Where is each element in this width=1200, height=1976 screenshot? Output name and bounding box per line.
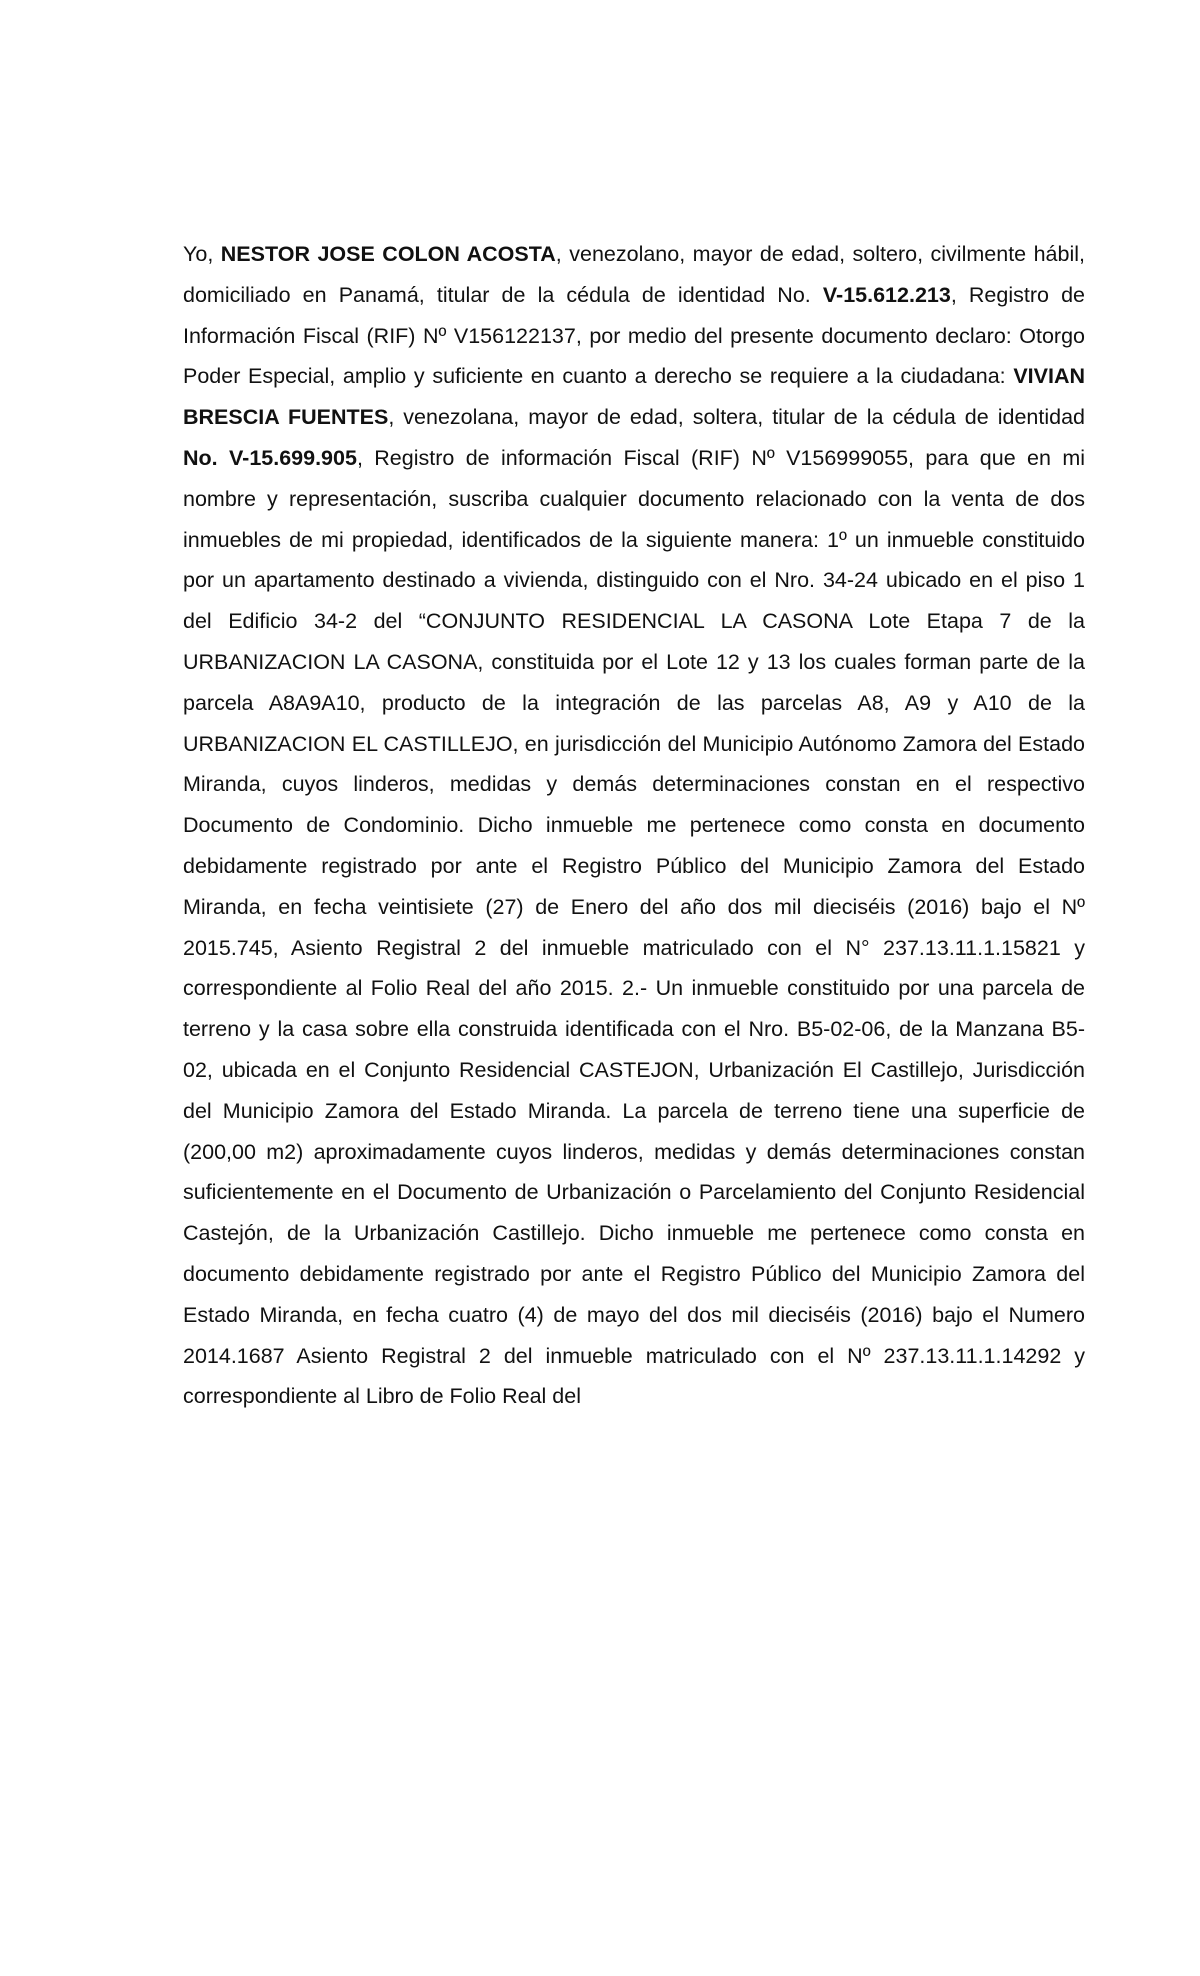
grantor-name: NESTOR JOSE COLON ACOSTA [220, 242, 556, 266]
attorney-id-number: No. V-15.699.905 [183, 445, 357, 470]
text-property-details: , Registro de información Fiscal (RIF) Nº V156999055, para que en mi nombre y representación, suscriba cualquier documento relacionado con la venta de dos inmuebles de mi propiedad, identificados de la siguiente manera: 1º un inmueble constituido por un apartamento destinado a vivienda, distinguido con el Nro. 34-24 ubicado en el piso 1 del Edificio 34-2 del “CONJUNTO RESIDENCIAL LA CASONA Lote Etapa 7 de la URBANIZACION LA CASONA, constituida por el Lote 12 y 13 los cuales forman parte de la parcela A8A9A10, producto de la integración de las parcelas A8, A9 y A10 de la URBANIZACION EL CASTILLEJO, en jurisdicción del Municipio Autónomo Zamora del Estado Miranda, cuyos linderos, medidas y demás determinaciones constan en el respectivo Documento de Condominio. Dicho inmueble me pertenece como consta en documento debidamente registrado por ante el Registro Público del Municipio Zamora del Estado Miranda, en fecha veintisiete (27) de Enero del año dos mil dieciséis (2016) bajo el Nº 2015.745, Asiento Registral 2 del inmueble matriculado con el N° 237.13.11.1.15821 y correspondiente al Folio Real del año 2015. 2.- Un inmueble constituido por una parcela de terreno y la casa sobre ella construida identificada con el Nro. B5-02-06, de la Manzana B5-02, ubicada en el Conjunto Residencial CASTEJON, Urbanización El Castillejo, Jurisdicción del Municipio Zamora del Estado Miranda. La parcela de terreno tiene una superficie de (200,00 m2) aproximadamente cuyos linderos, medidas y demás determinaciones constan suficientemente en el Documento de Urbanización o Parcelamiento del Conjunto Residencial Castejón, de la Urbanización Castillejo. Dicho inmueble me pertenece como consta en documento debidamente registrado por ante el Registro Público del Municipio Zamora del Estado Miranda, en fecha cuatro (4) de mayo del dos mil dieciséis (2016) bajo el Numero 2014.1687 Asiento Registral 2 del inmueble matriculado con el Nº 237.13.11.1.14292 y correspondiente al Libro de Folio Real del [183, 445, 1086, 1409]
text-attorney-details: , venezolana, mayor de edad, soltera, titular de la cédula de identidad [388, 405, 1085, 430]
body-paragraph [183, 234, 1085, 1417]
attorney-name: VIVIAN BRESCIA FUENTES [183, 364, 1085, 430]
grantor-id-number: V-15.612.213 [822, 282, 951, 307]
text-grantor-rif: , Registro de Información Fiscal (RIF) Nº V156122137, por medio del presente documento declaro: Otorgo Poder Especial, amplio y suficiente en cuanto a derecho se requiere a la ciudadana: [183, 282, 1085, 389]
text-intro: Yo, [183, 242, 221, 266]
text-grantor-details: , venezolano, mayor de edad, soltero, civilmente hábil, domiciliado en Panamá, titular de la cédula de identidad No. [183, 242, 1085, 307]
